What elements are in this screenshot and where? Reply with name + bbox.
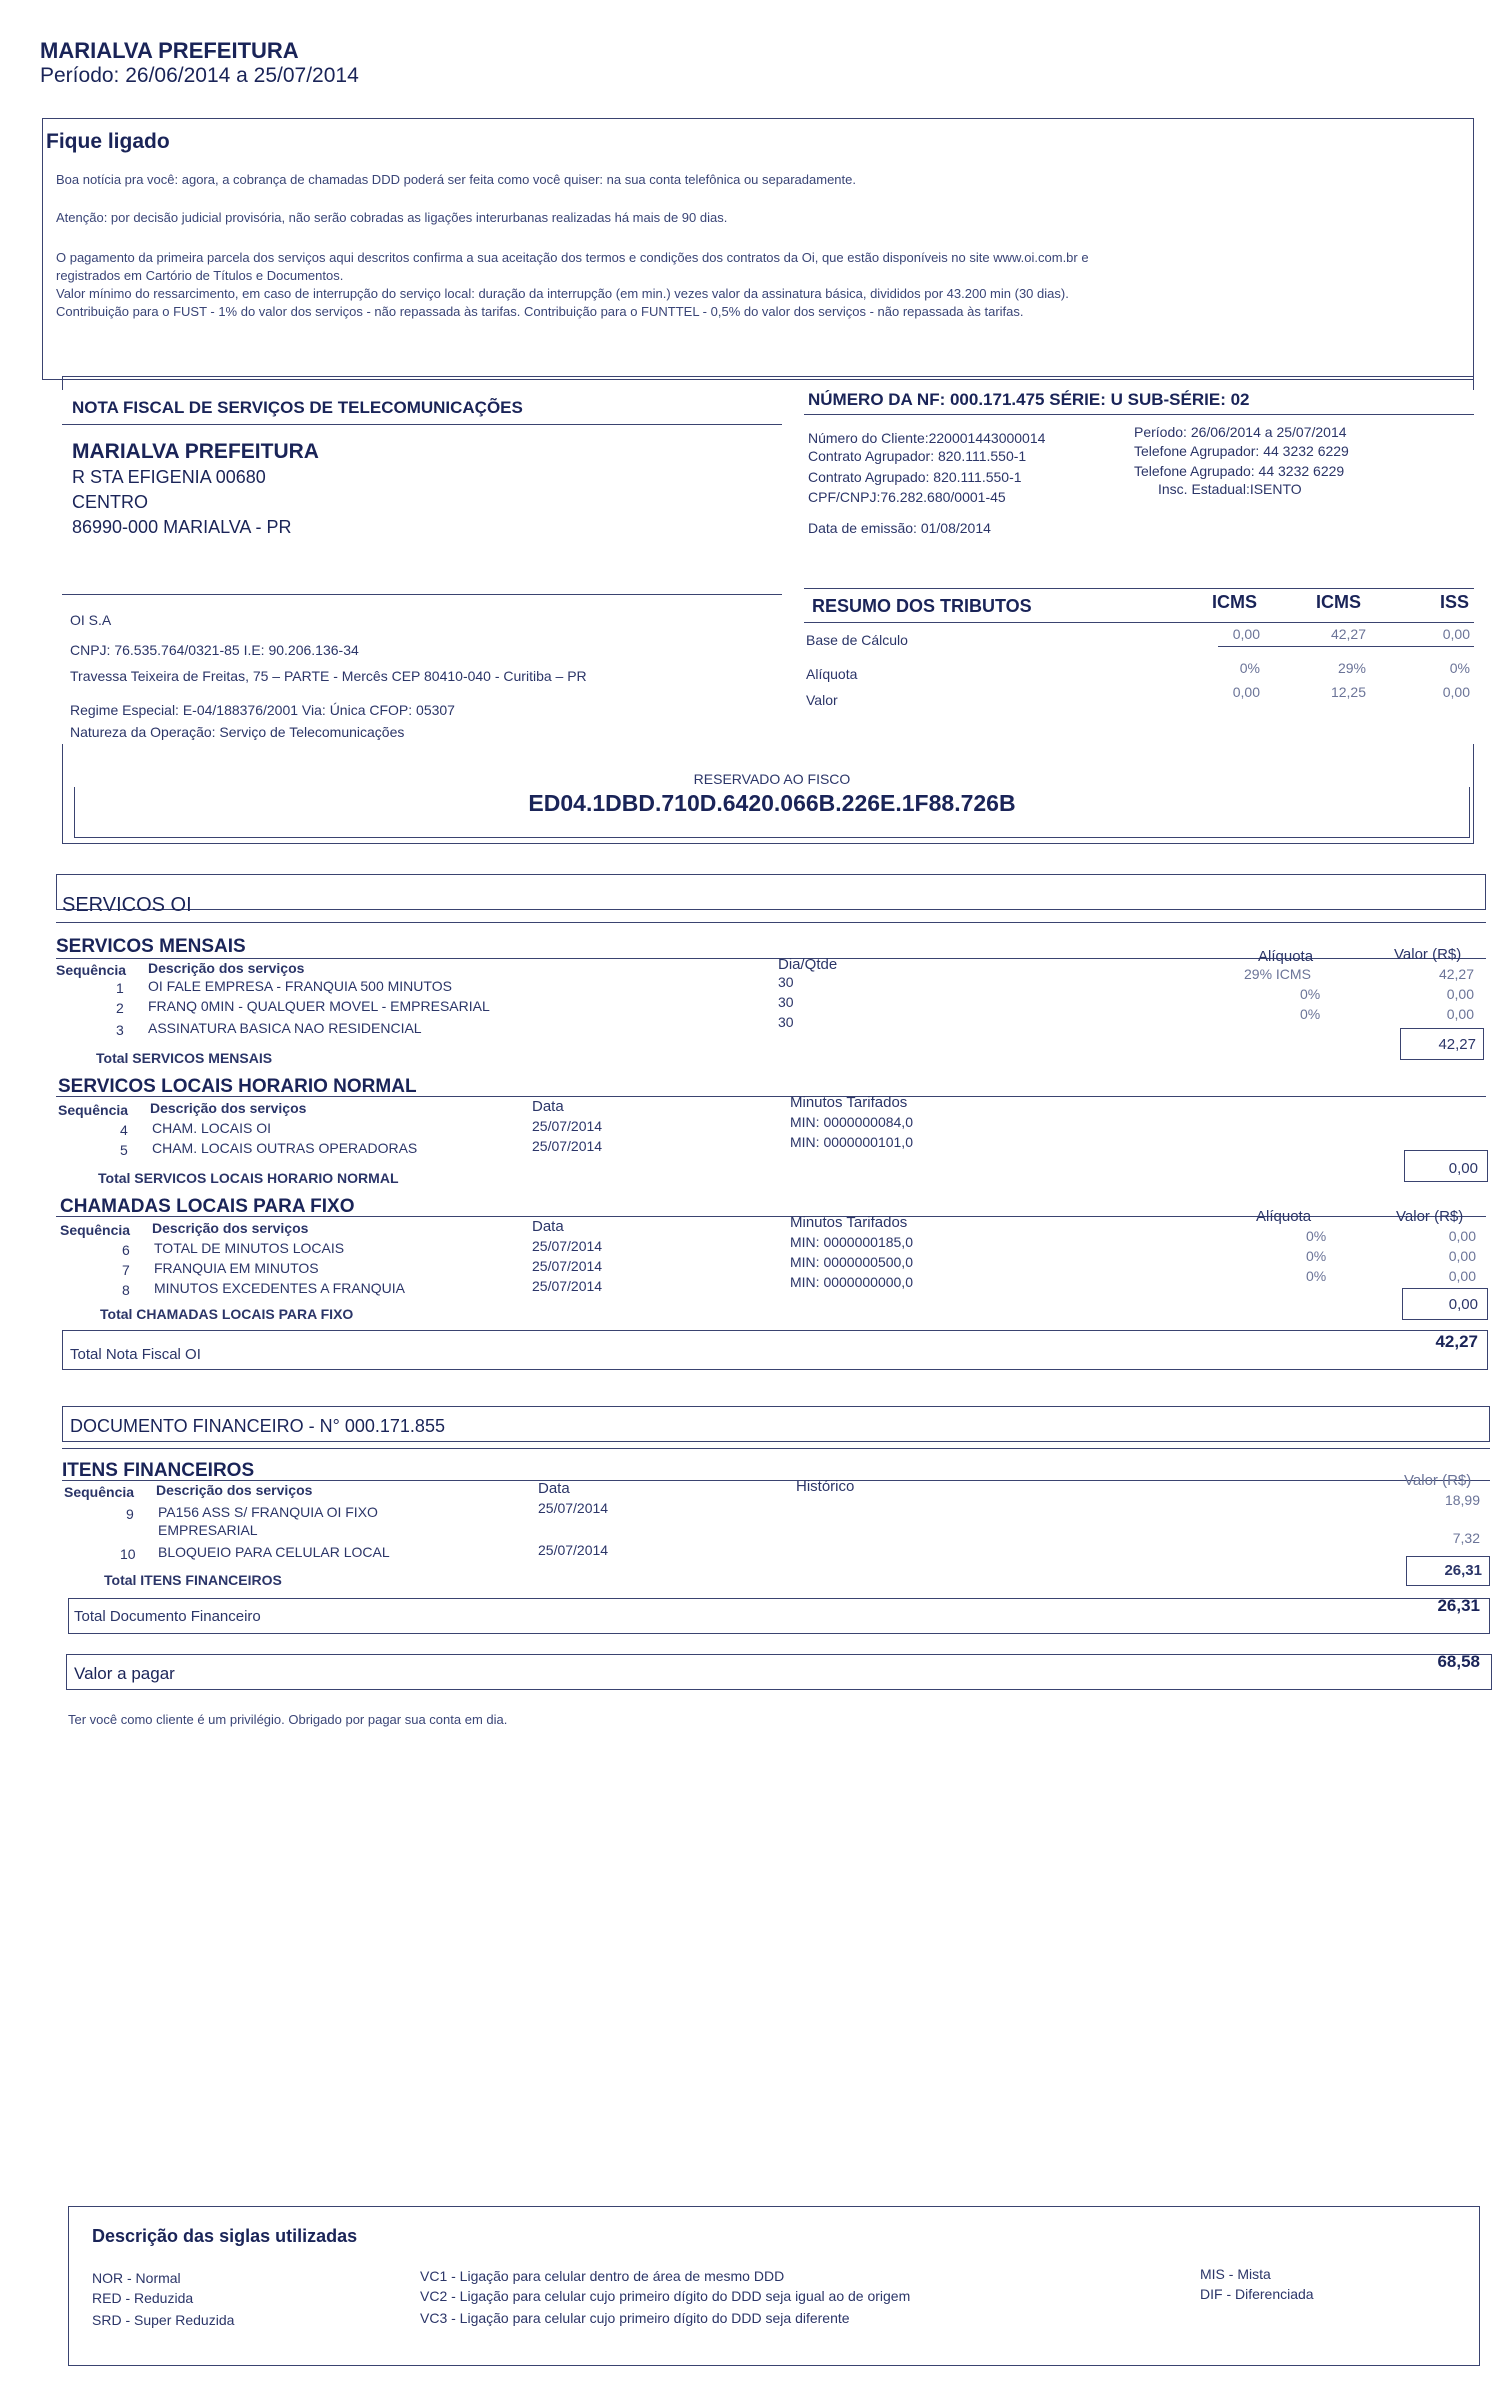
contract-agrupador: Contrato Agrupador: 820.111.550-1 — [808, 448, 1027, 464]
emission-date: Data de emissão: 01/08/2014 — [808, 520, 991, 536]
row-seq: 3 — [116, 1022, 124, 1038]
col-val: Valor (R$) — [1394, 946, 1462, 963]
tax-cell: 0,00 — [1442, 684, 1470, 700]
row-desc: OI FALE EMPRESA - FRANQUIA 500 MINUTOS — [148, 978, 452, 994]
col-qty: Dia/Qtde — [778, 956, 838, 973]
col-min: Minutos Tarifados — [790, 1214, 908, 1231]
row-val: 18,99 — [1444, 1492, 1480, 1508]
siglas-title: Descrição das siglas utilizadas — [92, 2226, 358, 2246]
row-desc-2: EMPRESARIAL — [158, 1522, 258, 1538]
notice-line: Valor mínimo do ressarcimento, em caso de interrupção do serviço local: duração da interrupção (em min.) vezes valor da assinatura básica, divididos por 43.200 min (30 dias). — [56, 286, 1069, 301]
row-val: 0,00 — [1446, 1006, 1474, 1022]
billing-period: Período: 26/06/2014 a 25/07/2014 — [40, 64, 359, 87]
sigla-dif: DIF - Diferenciada — [1200, 2286, 1314, 2302]
col-desc: Descrição dos serviços — [156, 1482, 313, 1498]
doc-total-label: Total Documento Financeiro — [74, 1608, 261, 1625]
row-date: 25/07/2014 — [532, 1258, 603, 1274]
row-seq: 7 — [122, 1262, 130, 1278]
customer-name: MARIALVA PREFEITURA — [72, 440, 319, 463]
total-nf-label: Total Nota Fiscal OI — [70, 1346, 201, 1363]
notice-line: Atenção: por decisão judicial provisória, não serão cobradas as ligações interurbanas realizadas há mais de 90 dias. — [56, 210, 728, 225]
fixo-total-label: Total CHAMADAS LOCAIS PARA FIXO — [100, 1306, 354, 1322]
notice-line: Boa notícia pra você: agora, a cobrança de chamadas DDD poderá ser feita como você quiser: na sua conta telefônica ou separadamente. — [56, 172, 856, 187]
row-val: 7,32 — [1452, 1530, 1480, 1546]
sigla-nor: NOR - Normal — [92, 2270, 181, 2286]
col-desc: Descrição dos serviços — [148, 960, 305, 976]
fixo-title: CHAMADAS LOCAIS PARA FIXO — [60, 1196, 355, 1217]
phone-agrupado: Telefone Agrupado: 44 3232 6229 — [1134, 463, 1345, 479]
client-number: Número do Cliente:220001443000014 — [808, 430, 1046, 446]
tax-col-icms-2: ICMS — [1316, 592, 1361, 612]
payment-label: Valor a pagar — [74, 1664, 175, 1683]
row-desc: FRANQ 0MIN - QUALQUER MOVEL - EMPRESARIAL — [148, 998, 490, 1014]
mensais-total: 42,27 — [1438, 1036, 1476, 1053]
locais-total-label: Total SERVICOS LOCAIS HORARIO NORMAL — [98, 1170, 399, 1186]
row-aliq: 29% ICMS — [1244, 966, 1311, 982]
provider-address: Travessa Teixeira de Freitas, 75 – PARTE - Mercês CEP 80410-040 - Curitiba – PR — [70, 668, 587, 684]
notice-line: registrados em Cartório de Títulos e Documentos. — [56, 268, 344, 283]
row-val: 0,00 — [1448, 1248, 1476, 1264]
tax-col-iss: ISS — [1440, 592, 1470, 612]
row-min: MIN: 0000000185,0 — [790, 1234, 913, 1250]
col-date: Data — [532, 1098, 564, 1115]
row-val: 0,00 — [1448, 1268, 1476, 1284]
tax-cell: 0,00 — [1232, 626, 1260, 642]
cpf-cnpj: CPF/CNPJ:76.282.680/0001-45 — [808, 489, 1006, 505]
tax-row-label: Base de Cálculo — [806, 632, 908, 648]
locais-total: 0,00 — [1448, 1160, 1478, 1177]
col-aliq: Alíquota — [1256, 1208, 1312, 1225]
row-date: 25/07/2014 — [538, 1500, 609, 1516]
row-seq: 9 — [126, 1506, 134, 1522]
customer-address-1: R STA EFIGENIA 00680 — [72, 467, 266, 487]
company-name: MARIALVA PREFEITURA — [40, 38, 299, 63]
customer-address-3: 86990-000 MARIALVA - PR — [72, 517, 292, 537]
col-desc: Descrição dos serviços — [152, 1220, 309, 1236]
row-desc: MINUTOS EXCEDENTES A FRANQUIA — [154, 1280, 406, 1296]
col-desc: Descrição dos serviços — [150, 1100, 307, 1116]
financeiro-total: 26,31 — [1444, 1562, 1482, 1579]
locais-title: SERVICOS LOCAIS HORARIO NORMAL — [58, 1076, 417, 1097]
sigla-vc2: VC2 - Ligação para celular cujo primeiro dígito do DDD seja igual ao de origem — [420, 2288, 911, 2304]
total-nf: 42,27 — [1435, 1332, 1478, 1351]
phone-agrupador: Telefone Agrupador: 44 3232 6229 — [1134, 443, 1349, 459]
tax-cell: 12,25 — [1330, 684, 1366, 700]
notice-line: O pagamento da primeira parcela dos serviços aqui descritos confirma a sua aceitação dos termos e condições dos contratos da Oi, que estão disponíveis no site www.oi.com.br e — [56, 250, 1089, 265]
nf-title: NOTA FISCAL DE SERVIÇOS DE TELECOMUNICAÇÕES — [72, 398, 523, 417]
row-desc: TOTAL DE MINUTOS LOCAIS — [154, 1240, 345, 1256]
financeiro-total-label: Total ITENS FINANCEIROS — [104, 1572, 282, 1588]
col-seq: Sequência — [60, 1222, 131, 1238]
row-date: 25/07/2014 — [532, 1138, 603, 1154]
col-val: Valor (R$) — [1404, 1472, 1472, 1489]
row-seq: 6 — [122, 1242, 130, 1258]
tax-row-label: Valor — [806, 692, 838, 708]
row-min: MIN: 0000000084,0 — [790, 1114, 913, 1130]
sigla-red: RED - Reduzida — [92, 2290, 194, 2306]
info-period: Período: 26/06/2014 a 25/07/2014 — [1134, 424, 1347, 440]
row-qty: 30 — [778, 974, 794, 990]
row-date: 25/07/2014 — [532, 1278, 603, 1294]
row-seq: 4 — [120, 1122, 128, 1138]
fisco-label: RESERVADO AO FISCO — [74, 771, 1470, 787]
col-date: Data — [532, 1218, 564, 1235]
row-desc: FRANQUIA EM MINUTOS — [154, 1260, 319, 1276]
row-aliq: 0% — [1306, 1268, 1327, 1284]
notice-box — [42, 118, 1474, 380]
row-seq: 5 — [120, 1142, 128, 1158]
row-min: MIN: 0000000000,0 — [790, 1274, 913, 1290]
tax-col-icms-1: ICMS — [1212, 592, 1257, 612]
state-registration: Insc. Estadual:ISENTO — [1158, 481, 1302, 497]
fisco-code: ED04.1DBD.710D.6420.066B.226E.1F88.726B — [528, 790, 1016, 816]
nf-box-bottom — [62, 744, 1474, 844]
row-desc: ASSINATURA BASICA NAO RESIDENCIAL — [148, 1020, 422, 1036]
col-date: Data — [538, 1480, 570, 1497]
tax-cell: 42,27 — [1330, 626, 1366, 642]
sigla-vc3: VC3 - Ligação para celular cujo primeiro dígito do DDD seja diferente — [420, 2310, 850, 2326]
row-desc: CHAM. LOCAIS OI — [152, 1120, 272, 1136]
tax-summary-title: RESUMO DOS TRIBUTOS — [812, 596, 1032, 616]
provider-regime: Regime Especial: E-04/188376/2001 Via: Única CFOP: 05307 — [70, 702, 455, 718]
doc-total: 26,31 — [1437, 1596, 1480, 1615]
col-seq: Sequência — [64, 1484, 135, 1500]
row-seq: 2 — [116, 1000, 124, 1016]
financeiro-title: DOCUMENTO FINANCEIRO - N° 000.171.855 — [70, 1416, 445, 1436]
services-title: SERVICOS OI — [62, 894, 192, 916]
col-val: Valor (R$) — [1396, 1208, 1464, 1225]
col-hist: Histórico — [796, 1478, 855, 1495]
row-aliq: 0% — [1300, 1006, 1321, 1022]
col-seq: Sequência — [58, 1102, 129, 1118]
row-qty: 30 — [778, 994, 794, 1010]
total-nf-box — [62, 1330, 1488, 1370]
row-desc: BLOQUEIO PARA CELULAR LOCAL — [158, 1544, 390, 1560]
tax-cell: 29% — [1337, 660, 1366, 676]
row-aliq: 0% — [1306, 1228, 1327, 1244]
mensais-total-label: Total SERVICOS MENSAIS — [96, 1050, 273, 1066]
tax-cell: 0% — [1239, 660, 1260, 676]
contract-agrupado: Contrato Agrupado: 820.111.550-1 — [808, 469, 1022, 485]
row-desc: CHAM. LOCAIS OUTRAS OPERADORAS — [152, 1140, 418, 1156]
row-val: 0,00 — [1448, 1228, 1476, 1244]
nf-box — [62, 376, 1474, 390]
doc-total-box — [68, 1598, 1490, 1634]
services-header-box — [56, 874, 1486, 910]
row-val: 0,00 — [1446, 986, 1474, 1002]
row-date: 25/07/2014 — [532, 1118, 603, 1134]
tax-row-label: Alíquota — [806, 666, 858, 682]
col-aliq: Alíquota — [1258, 948, 1314, 965]
notice-line: Contribuição para o FUST - 1% do valor dos serviços - não repassada às tarifas. Contribuição para o FUNTTEL - 0,5% do valor dos serviços - não repassada às tarifas. — [56, 304, 1024, 319]
provider-cnpj: CNPJ: 76.535.764/0321-85 I.E: 90.206.136-34 — [70, 642, 359, 658]
customer-address-2: CENTRO — [72, 492, 148, 512]
sigla-vc1: VC1 - Ligação para celular dentro de área de mesmo DDD — [420, 2268, 785, 2284]
row-seq: 10 — [120, 1546, 136, 1562]
col-seq: Sequência — [56, 962, 127, 978]
notice-title: Fique ligado — [46, 130, 170, 153]
col-min: Minutos Tarifados — [790, 1094, 908, 1111]
tax-cell: 0% — [1449, 660, 1470, 676]
row-seq: 1 — [116, 980, 124, 996]
financeiro-items-title: ITENS FINANCEIROS — [62, 1460, 255, 1481]
row-date: 25/07/2014 — [538, 1542, 609, 1558]
row-aliq: 0% — [1300, 986, 1321, 1002]
row-date: 25/07/2014 — [532, 1238, 603, 1254]
thanks-message: Ter você como cliente é um privilégio. Obrigado por pagar sua conta em dia. — [68, 1712, 508, 1727]
tax-cell: 0,00 — [1232, 684, 1260, 700]
row-qty: 30 — [778, 1014, 794, 1030]
row-val: 42,27 — [1438, 966, 1474, 982]
provider-name: OI S.A — [70, 612, 112, 628]
fixo-total: 0,00 — [1448, 1296, 1478, 1313]
row-aliq: 0% — [1306, 1248, 1327, 1264]
provider-nature: Natureza da Operação: Serviço de Telecomunicações — [70, 724, 405, 740]
payment-box — [66, 1654, 1492, 1690]
mensais-title: SERVICOS MENSAIS — [56, 936, 246, 957]
tax-cell: 0,00 — [1442, 626, 1470, 642]
row-desc: PA156 ASS S/ FRANQUIA OI FIXO — [158, 1504, 378, 1520]
nf-number: NÚMERO DA NF: 000.171.475 SÉRIE: U SUB-SÉRIE: 02 — [808, 390, 1250, 409]
payment-value: 68,58 — [1437, 1652, 1480, 1671]
row-min: MIN: 0000000500,0 — [790, 1254, 913, 1270]
sigla-mis: MIS - Mista — [1200, 2266, 1271, 2282]
row-min: MIN: 0000000101,0 — [790, 1134, 913, 1150]
row-seq: 8 — [122, 1282, 130, 1298]
sigla-srd: SRD - Super Reduzida — [92, 2312, 235, 2328]
